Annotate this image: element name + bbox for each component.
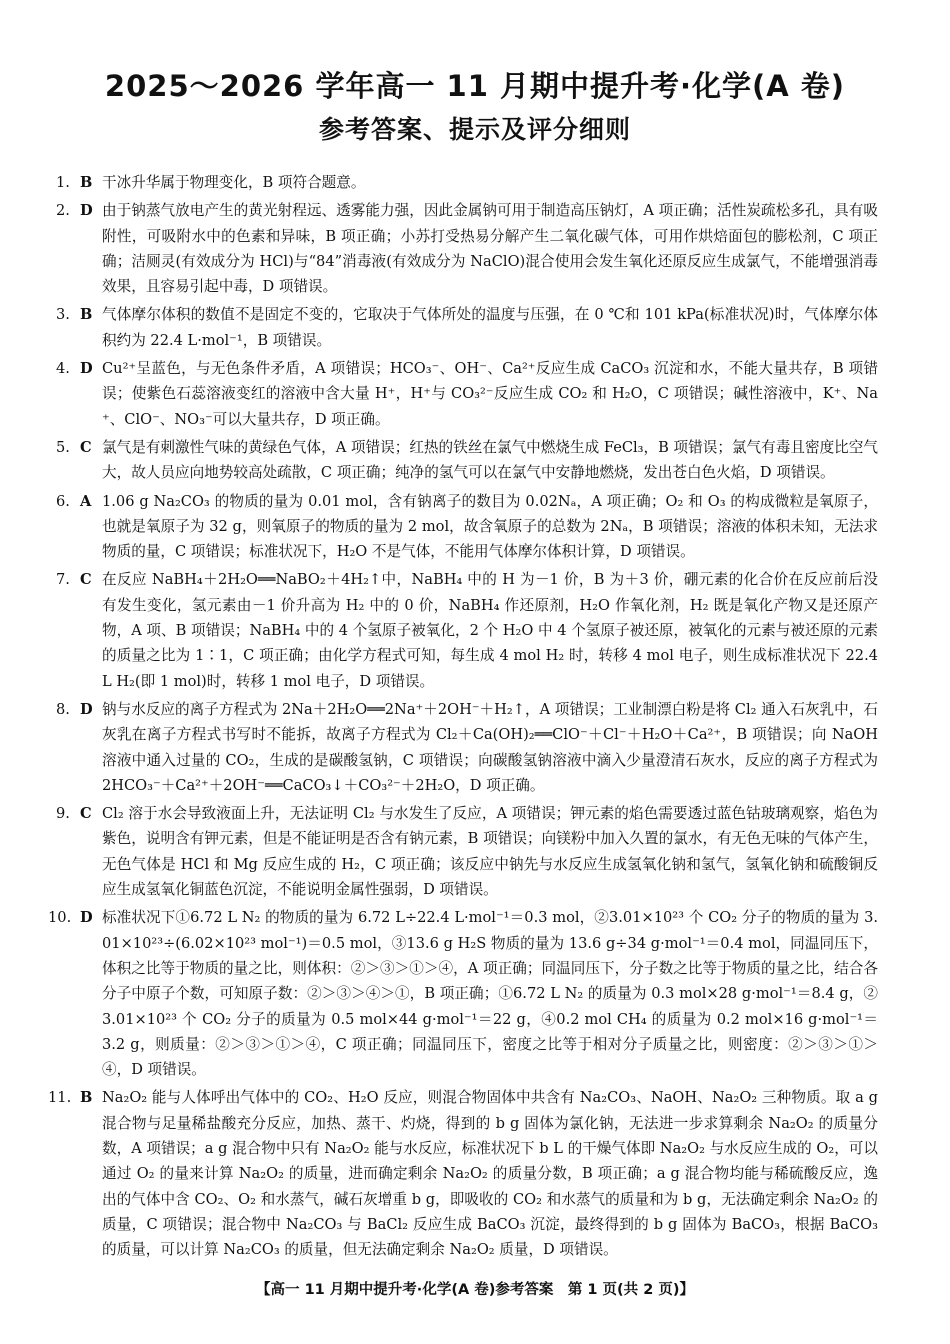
answer-explanation: 氯气是有刺激性气味的黄绿色气体，A 项错误；红热的铁丝在氯气中燃烧生成 FeCl₃，B 项错误；氯气有毒且密度比空气大，故人员应向地势较高处疏散，C 项正确；纯净的氢气可以在氯气中安静地燃烧，发出苍白色火焰，D 项错误。 — [102, 438, 878, 482]
answer-explanation: 钠与水反应的离子方程式为 2Na＋2H₂O══2Na⁺＋2OH⁻＋H₂↑，A 项错误；工业制漂白粉是将 Cl₂ 通入石灰乳中，石灰乳在离子方程式书写时不能拆，故离子方程式为 Cl₂＋Ca(OH)₂══ClO⁻＋Cl⁻＋H₂O＋Ca²⁺，B 项错误；向 NaOH 溶液中通入过量的 CO₂，生成的是碳酸氢钠，C 项错误；向碳酸氢钠溶液中滴入少量澄清石灰水，反应的离子方程式为 2HCO₃⁻＋Ca²⁺＋2OH⁻══CaCO₃↓＋CO₃²⁻＋2H₂O，D 项正确。 — [102, 700, 878, 794]
answer-letter: C — [80, 805, 92, 823]
answer-item-9 — [56, 801, 878, 902]
answer-letter: D — [80, 909, 93, 927]
answer-letter: A — [80, 492, 92, 510]
answer-letter: C — [80, 438, 92, 456]
question-number: 6. — [56, 492, 70, 510]
question-number: 10. — [48, 909, 72, 927]
answer-letter: D — [80, 202, 93, 220]
answer-list — [48, 170, 878, 1265]
answer-item-4 — [56, 356, 878, 432]
question-number: 1. — [56, 174, 70, 191]
answer-item-11 — [48, 1085, 878, 1262]
question-number: 11. — [48, 1089, 72, 1107]
answer-letter: B — [80, 1089, 93, 1107]
answer-explanation: 在反应 NaBH₄＋2H₂O══NaBO₂＋4H₂↑中，NaBH₄ 中的 H 为－1 价，B 为＋3 价，硼元素的化合价在反应前后没有发生变化，氢元素由－1 价升高为 H₂ 中的 0 价，NaBH₄ 作还原剂，H₂O 作氧化剂，H₂ 既是氧化产物又是还原产物，A 项、B 项错误；NaBH₄ 中的 4 个氢原子被氧化，2 个 H₂O 中 4 个氢原子被还原，被氧化的元素与被还原的元素的质量之比为 1∶1，C 项正确；由化学方程式可知，每生成 4 mol H₂ 时，转移 4 mol 电子，则生成标准状况下 22.4 L H₂(即 1 mol)时，转移 1 mol 电子，D 项错误。 — [102, 571, 878, 690]
answer-letter: D — [80, 700, 93, 718]
question-number: 3. — [56, 306, 70, 324]
answer-item-7 — [56, 567, 878, 693]
page-footer: 【高一 11 月期中提升考·化学(A 卷)参考答案 第 1 页(共 2 页)】 — [256, 1282, 694, 1298]
answer-explanation: Na₂O₂ 能与人体呼出气体中的 CO₂、H₂O 反应，则混合物固体中共含有 Na₂CO₃、NaOH、Na₂O₂ 三种物质。取 a g 混合物与足量稀盐酸充分反应，加热、蒸干、灼烧，得到的 b g 固体为氯化钠，无法进一步求算剩余 Na₂O₂ 的质量分数，A 项错误；a g 混合物中只有 Na₂O₂ 能与水反应，标准状况下 b L 的干燥气体即 Na₂O₂ 与水反应生成的 O₂，可以通过 O₂ 的量来计算 Na₂O₂ 的质量，进而确定剩余 Na₂O₂ 的质量分数，B 项正确；a g 混合物均能与稀硫酸反应，逸出的气体中含 CO₂、O₂ 和水蒸气，碱石灰增重 b g，即吸收的 CO₂ 和水蒸气的质量和为 b g，无法确定剩余 Na₂O₂ 的质量，C 项错误；混合物中 Na₂CO₃ 与 BaCl₂ 反应生成 BaCO₃ 沉淀，最终得到的 b g 固体为 BaCO₃，根据 BaCO₃ 的质量，可以计算 Na₂CO₃ 的质量，但无法确定剩余 Na₂O₂ 质量，D 项错误。 — [102, 1089, 878, 1259]
question-number: 4. — [56, 360, 70, 378]
question-number: 8. — [56, 700, 70, 718]
page-subtitle: 参考答案、提示及评分细则 — [318, 115, 631, 144]
question-number: 5. — [56, 438, 70, 456]
question-number: 9. — [56, 805, 70, 823]
answer-explanation: 由于钠蒸气放电产生的黄光射程远、透雾能力强，因此金属钠可用于制造高压钠灯，A 项正确；活性炭疏松多孔，具有吸附性，可吸附水中的色素和异味，B 项正确；小苏打受热易分解产生二氧化碳气体，可用作烘焙面包的膨松剂，C 项正确；洁厕灵(有效成分为 HCl)与“84”消毒液(有效成分为 NaClO)混合使用会发生氧化还原反应生成氯气，不能增强消毒效果，且容易引起中毒，D 项错误。 — [102, 202, 878, 296]
answer-explanation: 气体摩尔体积的数值不是固定不变的，它取决于气体所处的温度与压强，在 0 ℃和 101 kPa(标准状况)时，气体摩尔体积约为 22.4 L·mol⁻¹，B 项错误。 — [102, 306, 878, 349]
answer-explanation: 干冰升华属于物理变化，B 项符合题意。 — [102, 174, 366, 191]
question-number: 7. — [56, 571, 70, 589]
answer-letter: D — [80, 360, 93, 378]
answer-item-8 — [56, 697, 878, 798]
answer-explanation: Cu²⁺呈蓝色，与无色条件矛盾，A 项错误；HCO₃⁻、OH⁻、Ca²⁺反应生成 CaCO₃ 沉淀和水，不能大量共存，B 项错误；使紫色石蕊溶液变红的溶液中含大量 H⁺，H⁺与 CO₃²⁻反应生成 CO₂ 和 H₂O，C 项错误；碱性溶液中，K⁺、Na⁺、ClO⁻、NO₃⁻可以大量共存，D 项正确。 — [102, 360, 878, 428]
answer-letter: B — [80, 174, 93, 191]
page-title: 2025～2026 学年高一 11 月期中提升考·化学(A 卷) — [104, 69, 846, 103]
answer-item-1 — [56, 170, 878, 195]
answer-item-6 — [56, 489, 878, 565]
answer-item-3 — [56, 302, 878, 353]
answer-explanation: Cl₂ 溶于水会导致液面上升，无法证明 Cl₂ 与水发生了反应，A 项错误；钾元素的焰色需要透过蓝色钴玻璃观察，焰色为紫色，说明含有钾元素，但是不能证明是否含有钠元素，B 项错误；向镁粉中加入久置的氯水，有无色无味的气体产生，无色气体是 HCl 和 Mg 反应生成的 H₂，C 项正确；该反应中钠先与水反应生成氢氧化钠和氢气，氢氧化钠和硫酸铜反应生成氢氧化铜蓝色沉淀，不能说明金属性强弱，D 项错误。 — [102, 805, 878, 899]
answer-explanation: 1.06 g Na₂CO₃ 的物质的量为 0.01 mol，含有钠离子的数目为 0.02Nₐ，A 项正确；O₂ 和 O₃ 的构成微粒是氧原子，也就是氧原子为 32 g，则氧原子的物质的量为 2 mol，故含氧原子的总数为 2Nₐ，B 项错误；溶液的体积未知，无法求物质的量，C 项错误；标准状况下，H₂O 不是气体，不能用气体摩尔体积计算，D 项错误。 — [102, 492, 878, 561]
answer-item-5 — [56, 435, 878, 486]
answer-item-10 — [48, 905, 878, 1082]
answer-letter: C — [80, 571, 92, 589]
answer-letter: B — [80, 306, 93, 324]
answer-explanation: 标准状况下①6.72 L N₂ 的物质的量为 6.72 L÷22.4 L·mol⁻¹＝0.3 mol，②3.01×10²³ 个 CO₂ 分子的物质的量为 3.01×10²³÷(6.02×10²³ mol⁻¹)＝0.5 mol，③13.6 g H₂S 物质的量为 13.6 g÷34 g·mol⁻¹＝0.4 mol，同温同压下，体积之比等于物质的量之比，则体积：②＞③＞①＞④，A 项正确；同温同压下，分子数之比等于物质的量之比，结合各分子中原子个数，可知原子数：②＞③＞④＞①，B 项正确；①6.72 L N₂ 的质量为 0.3 mol×28 g·mol⁻¹＝8.4 g，②3.01×10²³ 个 CO₂ 分子的质量为 0.5 mol×44 g·mol⁻¹＝22 g，④0.2 mol CH₄ 的质量为 0.2 mol×16 g·mol⁻¹＝3.2 g，则质量：②＞③＞①＞④，C 项正确；同温同压下，密度之比等于相对分子质量之比，则密度：②＞③＞①＞④，D 项错误。 — [102, 909, 878, 1079]
question-number: 2. — [56, 202, 70, 220]
answer-item-2 — [56, 198, 878, 299]
